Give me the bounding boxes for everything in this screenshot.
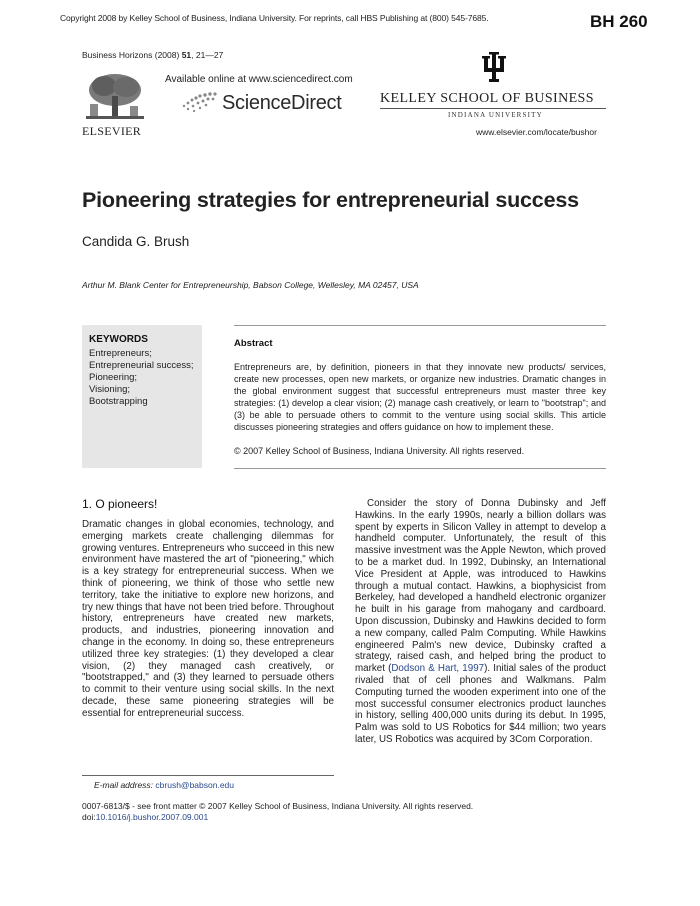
citation-link[interactable]: Dodson & Hart, 1997	[391, 663, 485, 675]
abstract-bottom-rule	[234, 468, 606, 469]
email-label: E-mail address:	[94, 780, 154, 790]
footnote-rule	[82, 775, 334, 776]
abstract-top-rule	[234, 325, 606, 326]
journal-pages: , 21—27	[191, 50, 224, 60]
school-name: KELLEY SCHOOL OF BUSINESS	[380, 91, 594, 106]
article-author: Candida G. Brush	[82, 234, 190, 249]
available-online: Available online at www.sciencedirect.com	[165, 74, 353, 85]
right-column-paragraph	[355, 498, 606, 746]
keyword-item: Pioneering;	[89, 372, 138, 383]
university-name: INDIANA UNIVERSITY	[448, 111, 543, 119]
author-affiliation: Arthur M. Blank Center for Entrepreneurship, Babson College, Wellesley, MA 02457, USA	[82, 280, 419, 290]
keywords-heading: KEYWORDS	[89, 334, 148, 345]
keyword-item: Entrepreneurs;	[89, 348, 152, 359]
abstract-heading: Abstract	[234, 338, 273, 349]
left-column-paragraph: Dramatic changes in global economies, technology, and emerging markets create challenging dilemmas for growing ventures. Entrepreneurs who succeed in this new environment have mastered the art of "pioneering," which is a key strategy for entrepreneurial success. When we think of pioneering, we think of those who settle new territory, take the initiative to explore new horizons, and try new things that have not been tried before. Throughout history, entrepreneurs have created new markets, products, and industries, pioneering innovation and change in the economy. In doing so, these entrepreneurs utilized three key strategies: (1) they developed a clear vision, (2) they managed cash creatively, or "bootstrapped," and (3) they learned to persuade others to commit to their venture using social skills. In the next decade, these same pioneering strategies will be essential for entrepreneurial success.	[82, 519, 334, 719]
sciencedirect-wordmark: ScienceDirect	[222, 92, 342, 114]
journal-url[interactable]: www.elsevier.com/locate/bushor	[476, 127, 597, 137]
sciencedirect-dots-icon	[180, 90, 220, 114]
right-text-part1: Consider the story of Donna Dubinsky and Jeff Hawkins. In the early 1990s, nearly a billion dollars was spent by experts in Silicon Valley in attempt to develop a handheld computer. Unfortunately, the result of this massive investment was the Apple Newton, which proved to be a market dud. In 1992, Dubinsky, an International Vice President at Apple, was introduced to Hawkins through a mutual contact. Hawkins, a biophysicist from Berkeley, had developed a handheld electronic organizer he built in his garage from mahogany and cardboard. Upon discussion, Dubinsky and Hawkins decided to form a new company, called Palm Computing. While Hawkins engineered Palm's new device, Dubinsky crafted a strategy, raised cash, and helped bring the product to market (	[355, 498, 606, 675]
abstract-text: Entrepreneurs are, by definition, pioneers in that they innovate new products/ services, create new processes, open new markets, or organize new industries. Dramatic changes in the global environment suggest that successful entrepreneurs must master three key strategies: (1) develop a clear vision; (2) manage cash creatively, or learn to "bootstrap"; and (3) be able to persuade others to commit to the venture using social skills. This article discusses pioneering strategies and offers guidance on how to implement these.	[234, 362, 606, 432]
keyword-item: Bootstrapping	[89, 396, 148, 407]
copyright-line: Copyright 2008 by Kelley School of Business, Indiana University. For reprints, call HBS Publishing at (800) 545-7685.	[60, 13, 489, 23]
email-footnote	[94, 780, 234, 790]
keywords-list	[89, 348, 194, 408]
journal-citation	[82, 50, 223, 60]
doi-link[interactable]: 10.1016/j.bushor.2007.09.001	[95, 812, 209, 822]
journal-volume: 51	[181, 50, 192, 60]
doi-prefix: doi:	[82, 812, 96, 822]
elsevier-tree-logo	[82, 72, 148, 122]
publisher-name: ELSEVIER	[82, 124, 142, 138]
journal-prefix: Business Horizons (2008)	[82, 50, 182, 60]
school-divider	[380, 108, 606, 109]
document-code: BH 260	[590, 12, 648, 31]
abstract-copyright: © 2007 Kelley School of Business, Indiana University. All rights reserved.	[234, 446, 525, 456]
keyword-item: Entrepreneurial success;	[89, 360, 194, 371]
right-text-part2: ). Initial sales of the product rivaled that of cell phones and Walkmans. Palm Computing turned the wooden experiment into one of the most successful consumer electronics product launches in history, selling 400,000 units during its debut. In 1995, Palm was sold to US Robotics for $44 million; two years later, US Robotics was acquired by 3Com Corporation.	[355, 663, 606, 745]
doi-line	[82, 812, 208, 822]
iu-trident-logo	[482, 52, 506, 82]
section-heading: 1. O pioneers!	[82, 497, 158, 511]
keyword-item: Visioning;	[89, 384, 131, 395]
article-title: Pioneering strategies for entrepreneurial success	[82, 188, 579, 212]
email-link[interactable]: cbrush@babson.edu	[153, 780, 234, 790]
issn-line: 0007-6813/$ - see front matter © 2007 Kelley School of Business, Indiana University. All rights reserved.	[82, 801, 474, 811]
